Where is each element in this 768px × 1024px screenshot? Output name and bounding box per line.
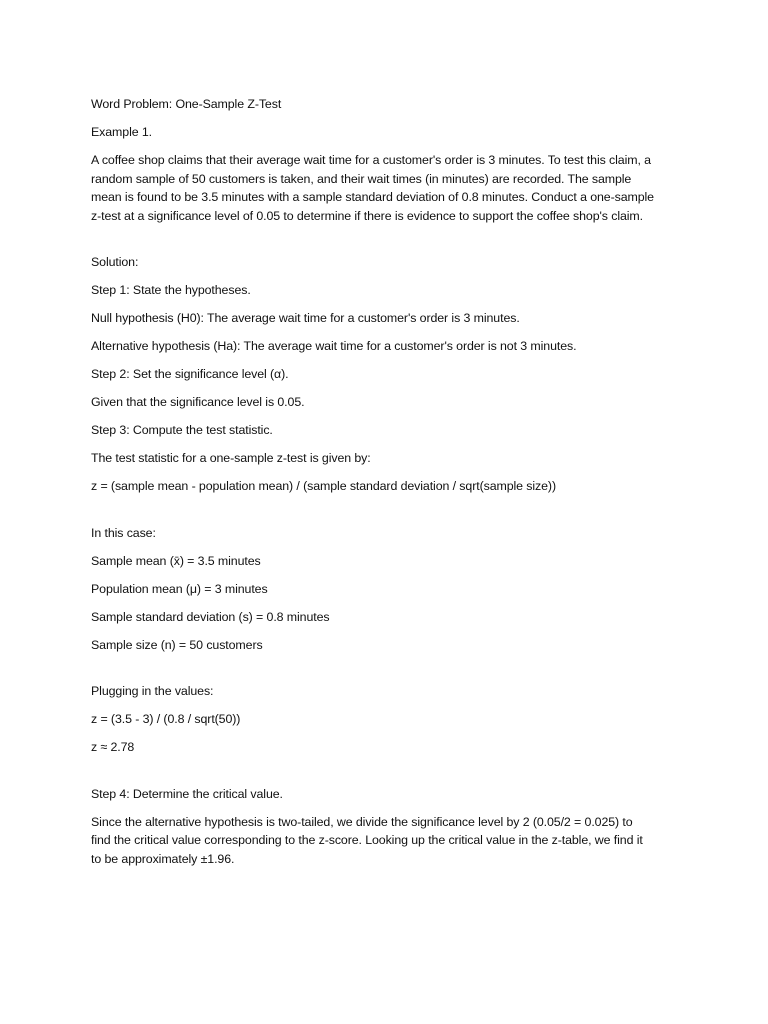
solution-label: Solution: [91,255,139,269]
problem-line: A coffee shop claims that their average wait time for a customer's order is 3 minutes. To test this claim, a [91,153,651,167]
step1-heading: Step 1: State the hypotheses. [91,283,251,297]
in-this-case-label: In this case: [91,525,156,540]
step4-paragraph [91,813,681,869]
sample-size-value: Sample size (n) = 50 customers [91,637,263,652]
example-heading: Example 1. [91,125,152,139]
step3-heading: Step 3: Compute the test statistic. [91,423,273,437]
z-result: z ≈ 2.78 [91,740,135,754]
problem-line: mean is found to be 3.5 minutes with a sample standard deviation of 0.8 minutes. Conduct a one-sample [91,190,654,204]
step2-heading: Step 2: Set the significance level (α). [91,367,289,381]
step2-text: Given that the significance level is 0.05. [91,395,305,409]
step4-line: to be approximately ±1.96. [91,851,235,866]
sample-sd-value: Sample standard deviation (s) = 0.8 minutes [91,609,330,624]
step3-intro: The test statistic for a one-sample z-test is given by: [91,451,371,465]
step4-line: Since the alternative hypothesis is two-tailed, we divide the significance level by 2 (0.05/2 = 0.025) to [91,814,633,829]
step4-line: find the critical value corresponding to the z-score. Looking up the critical value in the z-table, we find it [91,833,643,847]
test-statistic-formula: z = (sample mean - population mean) / (sample standard deviation / sqrt(sample size)) [91,479,556,493]
population-mean-value: Population mean (μ) = 3 minutes [91,581,268,596]
z-expression: z = (3.5 - 3) / (0.8 / sqrt(50)) [91,712,241,726]
problem-paragraph [91,151,681,225]
document-body [91,95,681,868]
step4-heading: Step 4: Determine the critical value. [91,786,283,801]
plugging-in-label: Plugging in the values: [91,684,214,698]
problem-line: z-test at a significance level of 0.05 to determine if there is evidence to support the coffee shop's claim. [91,208,643,223]
sample-mean-value: Sample mean (x̄) = 3.5 minutes [91,553,261,568]
document-title: Word Problem: One-Sample Z-Test [91,97,282,111]
alternative-hypothesis: Alternative hypothesis (Ha): The average wait time for a customer's order is not 3 minutes. [91,339,577,353]
null-hypothesis: Null hypothesis (H0): The average wait time for a customer's order is 3 minutes. [91,311,520,325]
problem-line: random sample of 50 customers is taken, and their wait times (in minutes) are recorded. The sample [91,171,632,186]
